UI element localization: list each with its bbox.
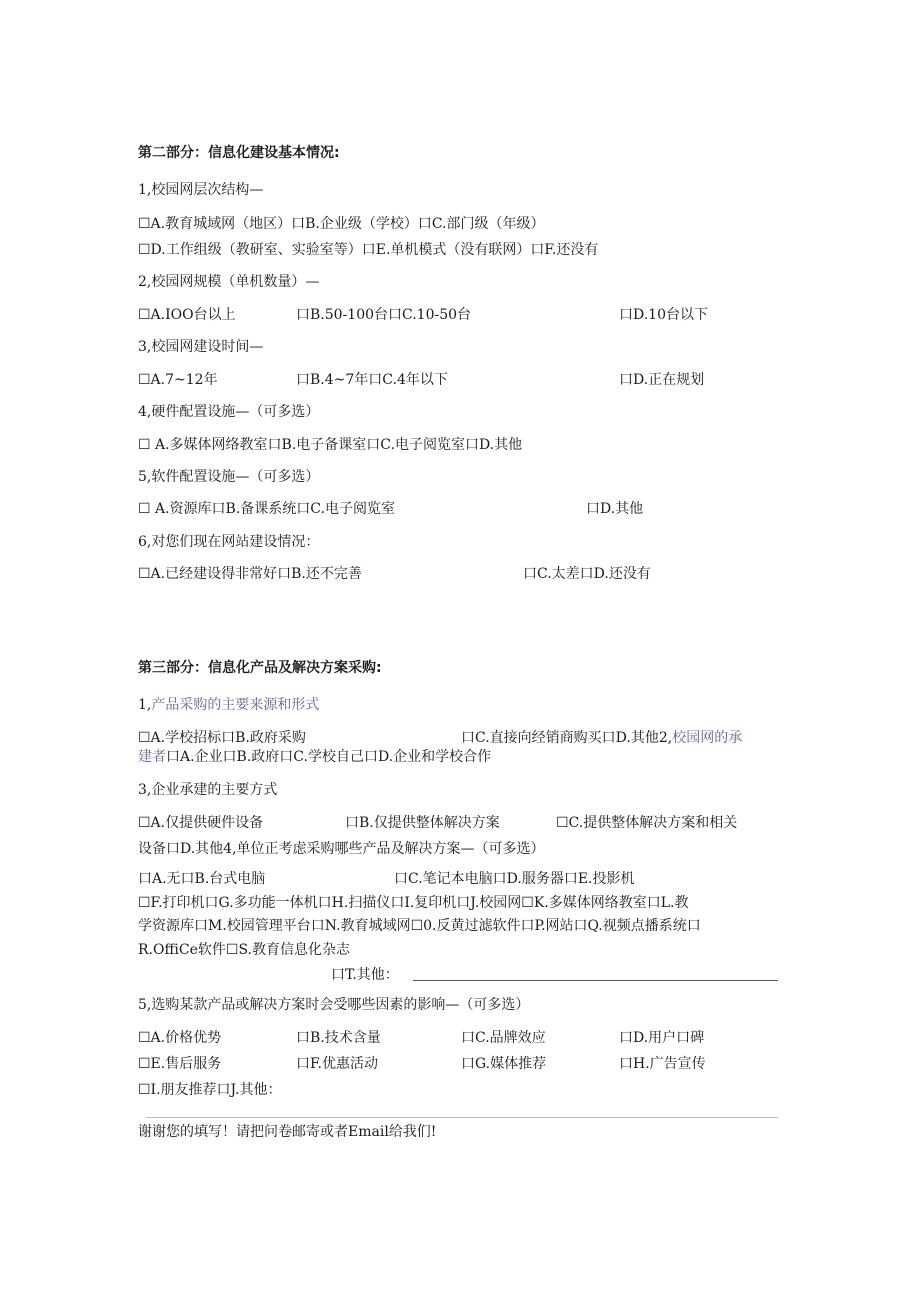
p3-q3-title: 3,企业承建的主要方式 — [138, 782, 278, 798]
q5-option-abc[interactable]: ☐ A.资源库口B.备课系统口C.电子阅览室 — [138, 501, 395, 517]
p3-q1-title — [138, 695, 319, 715]
q6-title: 6,对您们现在网站建设情况： — [138, 534, 320, 550]
q1-options-line2[interactable]: ☐D.工作组级（教研室、实验室等）口E.单机模式（没有联网）口F.还没有 — [138, 242, 599, 258]
q4-options[interactable]: ☐ A.多媒体网络教室口B.电子备课室口C.电子阅览室口D.其他 — [138, 437, 523, 453]
p3-q3-option-a[interactable]: ☐A.仅提供硬件设备 — [138, 815, 264, 831]
q4-title: 4,硬件配置设施—（可多选） — [138, 404, 320, 420]
q6-option-cd[interactable]: 口C.太差口D.还没有 — [523, 566, 651, 582]
p3-q5-option-g[interactable]: 口G.媒体推荐 — [461, 1056, 547, 1072]
p3-q4-option-ab[interactable]: 口A.无口B.台式电脑 — [138, 871, 266, 887]
p3-q5-option-d[interactable]: 口D.用户口碑 — [619, 1030, 705, 1046]
p3-q5-option-f[interactable]: 口F.优惠活动 — [296, 1056, 378, 1072]
part2-heading: 第二部分：信息化建设基本情况: — [138, 145, 340, 161]
p3-q2-options[interactable]: 口A.企业口B.政府口C.学校自己口D.企业和学校合作 — [166, 749, 492, 765]
p3-q4-line4[interactable]: R.OffiCe软件☐S.教育信息化杂志 — [138, 942, 350, 958]
p3-q5-option-ij[interactable]: ☐I.朋友推荐口J.其他： — [138, 1082, 282, 1098]
p3-q1-title-text: 产品采购的主要来源和形式 — [151, 697, 320, 713]
p3-q4-option-ce[interactable]: 口C.笔记本电脑口D.服务器口E.投影机 — [394, 871, 635, 887]
p3-q2-title-start: 校园网的承 — [672, 730, 743, 746]
closing-divider — [146, 1117, 778, 1118]
p3-q1-number: 1, — [138, 697, 152, 713]
q6-option-ab[interactable]: ☐A.已经建设得非常好口B.还不完善 — [138, 566, 362, 582]
p3-q5-option-a[interactable]: ☐A.价格优势 — [138, 1030, 222, 1046]
q3-title: 3,校园网建设时间— — [138, 339, 264, 355]
other-fill-in-line[interactable] — [413, 980, 778, 981]
p3-q5-title: 5,选购某款产品或解决方案时会受哪些因素的影响—（可多选） — [138, 997, 530, 1013]
part3-heading: 第三部分：信息化产品及解决方案采购: — [138, 660, 382, 676]
q1-options-line1[interactable]: ☐A.教育城域网（地区）口B.企业级（学校）口C.部门级（年级） — [138, 216, 545, 232]
p3-q2-title-end: 建者 — [138, 749, 166, 765]
p3-q5-option-h[interactable]: 口H.广告宣传 — [619, 1056, 706, 1072]
q1-title: 1,校园网层次结构— — [138, 182, 264, 198]
q2-option-d[interactable]: 口D.10台以下 — [619, 307, 708, 323]
q5-option-d[interactable]: 口D.其他 — [586, 501, 644, 517]
closing-note: 谢谢您的填写！请把问卷邮寄或者Email给我们! — [138, 1124, 437, 1140]
p3-q4-line2[interactable]: ☐F.打印机口G.多功能一体机口H.扫描仪口I.复印机口J.校园网☐K.多媒体网络教室口L.教 — [138, 895, 689, 911]
p3-q5-option-c[interactable]: 口C.品牌效应 — [461, 1030, 546, 1046]
p3-q3-option-b[interactable]: 口B.仅提供整体解决方案 — [345, 815, 500, 831]
q3-option-a[interactable]: ☐A.7~12年 — [138, 372, 218, 388]
p3-q4-line3[interactable]: 学资源库口M.校园管理平台口N.教育城域网☐0.反黄过滤软件口P.网站口Q.视频点播系统口 — [138, 918, 701, 934]
q2-option-bc[interactable]: 口B.50-100台口C.10-50台 — [296, 307, 472, 323]
q2-title: 2,校园网规模（单机数量）— — [138, 274, 320, 290]
p3-q4-other[interactable]: 口T.其他： — [331, 967, 399, 983]
q2-option-a[interactable]: ☐A.IOO台以上 — [138, 307, 236, 323]
p3-q5-option-b[interactable]: 口B.技术含量 — [296, 1030, 381, 1046]
p3-q1-option-ab[interactable]: ☐A.学校招标口B.政府采购 — [138, 730, 306, 746]
q5-title: 5,软件配置设施—（可多选） — [138, 469, 320, 485]
p3-q5-option-e[interactable]: ☐E.售后服务 — [138, 1056, 222, 1072]
p3-q1-option-cd-text[interactable]: 口C.直接向经销商购买口D.其他2, — [461, 730, 673, 746]
q3-option-d[interactable]: 口D.正在规划 — [619, 372, 705, 388]
p3-q1-option-cd — [461, 728, 742, 748]
p3-q3-line2[interactable]: 设备口D.其他4,单位正考虑采购哪些产品及解决方案—（可多选） — [138, 841, 545, 857]
p3-q3-option-c[interactable]: ☐C.提供整体解决方案和相关 — [556, 815, 738, 831]
p3-q2-line — [138, 747, 491, 767]
q3-option-bc[interactable]: 口B.4~7年口C.4年以下 — [296, 372, 448, 388]
